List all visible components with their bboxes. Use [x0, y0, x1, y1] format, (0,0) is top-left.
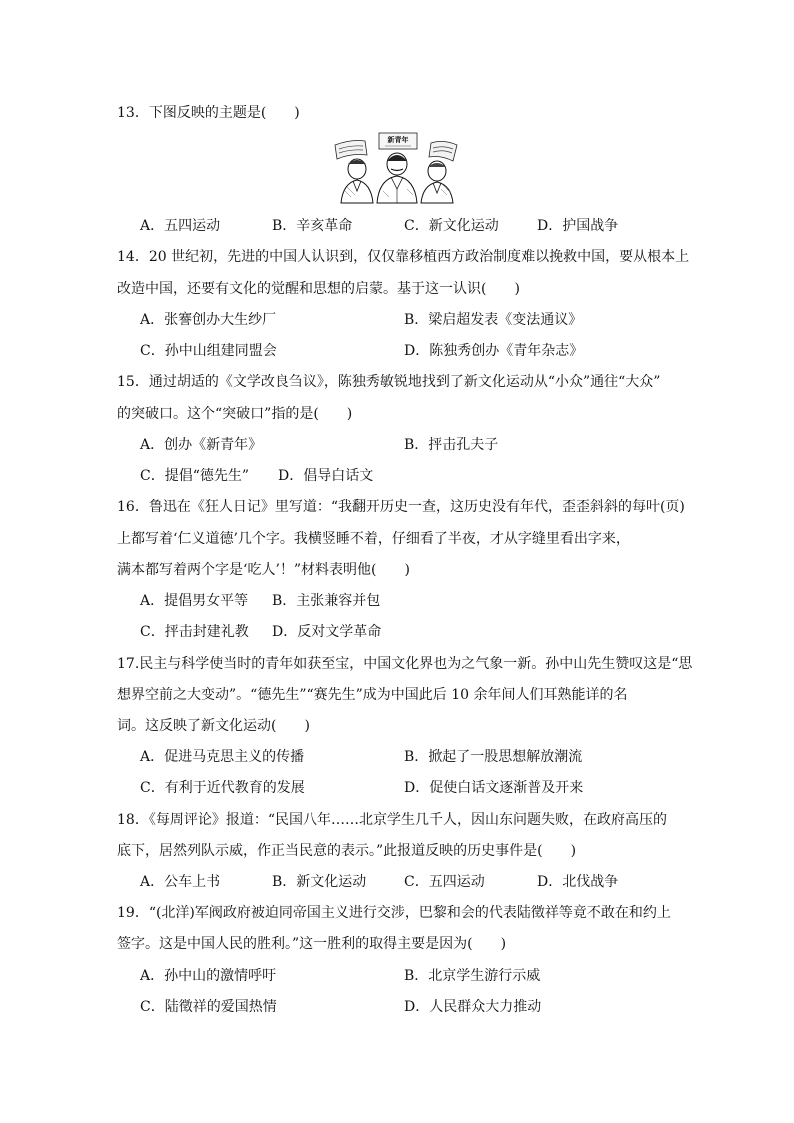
- q16-option-c: C．抨击封建礼教: [140, 624, 249, 640]
- q19-option-b: B．北京学生游行示威: [404, 968, 541, 984]
- q15-option-a: A．创办《新青年》: [140, 437, 263, 453]
- question-13-stem: 13．下图反映的主题是( ): [117, 105, 300, 121]
- q13-option-c: C．新文化运动: [404, 218, 499, 234]
- q16-option-d: D．反对文学革命: [272, 624, 382, 640]
- illustration-icon: [333, 131, 461, 204]
- q13-option-a: A．五四运动: [140, 218, 221, 234]
- question-18-stem-line-1: 18．《每周评论》报道：“民国八年……北京学生几千人，因山东问题失败，在政府高压的: [117, 812, 667, 828]
- q17-option-b: B．掀起了一股思想解放潮流: [404, 749, 583, 765]
- question-19-stem-line-2: 签字。这是中国人民的胜利。”这一胜利的取得主要是因为( ): [117, 936, 507, 952]
- q19-option-a: A．孙中山的激情呼吁: [140, 968, 277, 984]
- question-15-stem-line-2: 的突破口。这个“突破口”指的是( ): [117, 406, 353, 422]
- question-16-stem-line-1: 16．鲁迅在《狂人日记》里写道：“我翻开历史一查，这历史没有年代，歪歪斜斜的每叶(页): [117, 499, 685, 515]
- q18-option-c: C．五四运动: [404, 874, 485, 890]
- banner-label: 新青年: [387, 136, 409, 144]
- question-17-stem-line-1: 17.民主与科学使当时的青年如获至宝，中国文化界也为之气象一新。孙中山先生赞叹这是“思: [117, 656, 693, 672]
- q18-option-d: D．北伐战争: [537, 874, 619, 890]
- q15-option-c: C．提倡“德先生”: [140, 468, 250, 484]
- q19-option-d: D．人民群众大力推动: [404, 999, 542, 1015]
- q15-option-d: D．倡导白话文: [278, 468, 374, 484]
- question-16-stem-line-3: 满本都写着两个字是‘吃人’！”材料表明他( ): [117, 562, 410, 578]
- q14-option-b: B．梁启超发表《变法通议》: [404, 312, 583, 328]
- q16-option-a: A．提倡男女平等: [140, 593, 249, 609]
- q19-option-c: C．陆徵祥的爱国热情: [140, 999, 277, 1015]
- q17-option-c: C．有利于近代教育的发展: [140, 780, 305, 796]
- q14-option-c: C．孙中山组建同盟会: [140, 343, 277, 359]
- q15-option-b: B．抨击孔夫子: [404, 437, 499, 453]
- question-18-stem-line-2: 底下，居然列队示威，作正当民意的表示。”此报道反映的历史事件是( ): [117, 843, 577, 859]
- question-17-stem-line-3: 词。这反映了新文化运动( ): [117, 718, 310, 734]
- q13-option-d: D．护国战争: [537, 218, 619, 234]
- question-14-stem-line-1: 14．20 世纪初，先进的中国人认识到，仅仅靠移植西方政治制度难以挽救中国，要从根本上: [117, 249, 690, 265]
- question-16-stem-line-2: 上都写着‘仁义道德’几个字。我横竖睡不着，仔细看了半夜，才从字缝里看出字来，: [117, 531, 630, 547]
- q18-option-a: A．公车上书: [140, 874, 221, 890]
- q16-option-b: B．主张兼容并包: [272, 593, 381, 609]
- q14-option-d: D．陈独秀创办《青年杂志》: [404, 343, 584, 359]
- question-17-stem-line-2: 想界空前之大变动”。“德先生”“赛先生”成为中国此后 10 余年间人们耳熟能详的名: [117, 687, 628, 703]
- question-19-stem-line-1: 19．“(北洋)军阀政府被迫同帝国主义进行交涉，巴黎和会的代表陆徵祥等竟不敢在和约上: [117, 905, 671, 921]
- q17-option-d: D．促使白话文逐渐普及开来: [404, 780, 584, 796]
- q18-option-b: B．新文化运动: [272, 874, 367, 890]
- q17-option-a: A．促进马克思主义的传播: [140, 749, 305, 765]
- question-15-stem-line-1: 15．通过胡适的《文学改良刍议》，陈独秀敏锐地找到了新文化运动从“小众”通往“大众”: [117, 374, 661, 390]
- q14-option-a: A．张謇创办大生纱厂: [140, 312, 277, 328]
- question-14-stem-line-2: 改造中国，还要有文化的觉醒和思想的启蒙。基于这一认识( ): [117, 281, 520, 297]
- q13-option-b: B．辛亥革命: [272, 218, 353, 234]
